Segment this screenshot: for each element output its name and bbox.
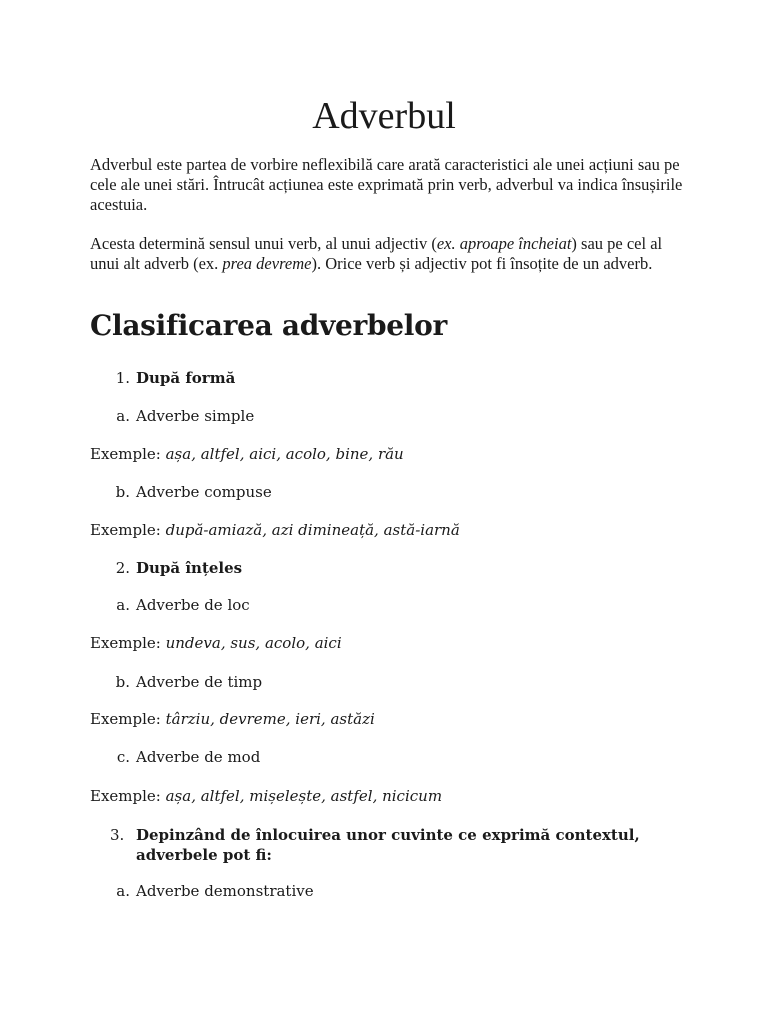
sub-item-label: Adverbe demonstrative: [136, 882, 314, 900]
intro-p2-text-e: ). Orice verb și adjectiv pot fi însoțite de un adverb.: [311, 254, 653, 273]
examples-line: [90, 633, 342, 653]
list-letter: b.: [115, 673, 130, 691]
sub-item: [115, 482, 272, 502]
sub-item-label: Adverbe compuse: [136, 483, 272, 501]
numbered-item-3-marker: [110, 825, 124, 845]
list-letter: a.: [116, 407, 130, 425]
list-letter: a.: [116, 882, 130, 900]
numbered-item-3: Depinzând de înlocuirea unor cuvinte ce exprimă contextul, adverbele pot fi:: [136, 826, 640, 864]
list-letter: a.: [116, 596, 130, 614]
list-number: 1.: [115, 369, 130, 387]
examples-label: Exemple:: [90, 710, 166, 728]
numbered-item-label: După înțeles: [136, 559, 243, 577]
sub-item: [116, 595, 250, 615]
examples-values: așa, altfel, aici, acolo, bine, rău: [165, 445, 404, 463]
sub-item: [116, 747, 261, 767]
examples-line: [90, 786, 442, 806]
page-title: Adverbul: [312, 95, 456, 137]
sub-item: [115, 672, 263, 692]
sub-item-label: Adverbe de mod: [136, 748, 261, 766]
sub-item-label: Adverbe de loc: [136, 596, 250, 614]
examples-label: Exemple:: [90, 787, 166, 805]
intro-p2-example-2: prea devreme: [222, 254, 312, 273]
intro-paragraph-1: Adverbul este partea de vorbire neflexibilă care arată caracteristici ale unei acțiuni sau pe cele ale unei stări. Întrucât acțiunea este exprimată prin verb, adverbul va indica însușirile acestuia.: [90, 155, 683, 214]
examples-line: [90, 444, 404, 464]
examples-line: [90, 709, 375, 729]
intro-p2-text-a: Acesta determină sensul unui verb, al unui adjectiv (: [90, 234, 437, 253]
examples-line: [90, 520, 460, 540]
list-letter: c.: [116, 748, 130, 766]
list-number: 3.: [110, 826, 125, 844]
list-letter: b.: [115, 483, 130, 501]
numbered-item-2: [115, 558, 243, 578]
sub-item-label: Adverbe simple: [136, 407, 255, 425]
examples-values: așa, altfel, mișelește, astfel, nicicum: [165, 787, 443, 805]
examples-values: după-amiază, azi dimineață, astă-iarnă: [165, 521, 460, 539]
numbered-item-label: După formă: [136, 369, 236, 387]
numbered-item-1: [115, 368, 236, 388]
examples-label: Exemple:: [90, 521, 166, 539]
sub-item: [116, 881, 314, 901]
examples-label: Exemple:: [90, 445, 166, 463]
intro-paragraph-2: [90, 234, 690, 274]
list-number: 2.: [115, 559, 130, 577]
section-heading: Clasificarea adverbelor: [90, 309, 447, 342]
examples-values: târziu, devreme, ieri, astăzi: [165, 710, 375, 728]
sub-item-label: Adverbe de timp: [136, 673, 263, 691]
intro-p2-example-1: ex. aproape încheiat: [436, 234, 572, 253]
examples-values: undeva, sus, acolo, aici: [165, 634, 342, 652]
intro-p2-text-c: ) sau pe cel al unui alt adverb (ex.: [90, 234, 663, 273]
sub-item: [116, 406, 255, 426]
examples-label: Exemple:: [90, 634, 166, 652]
